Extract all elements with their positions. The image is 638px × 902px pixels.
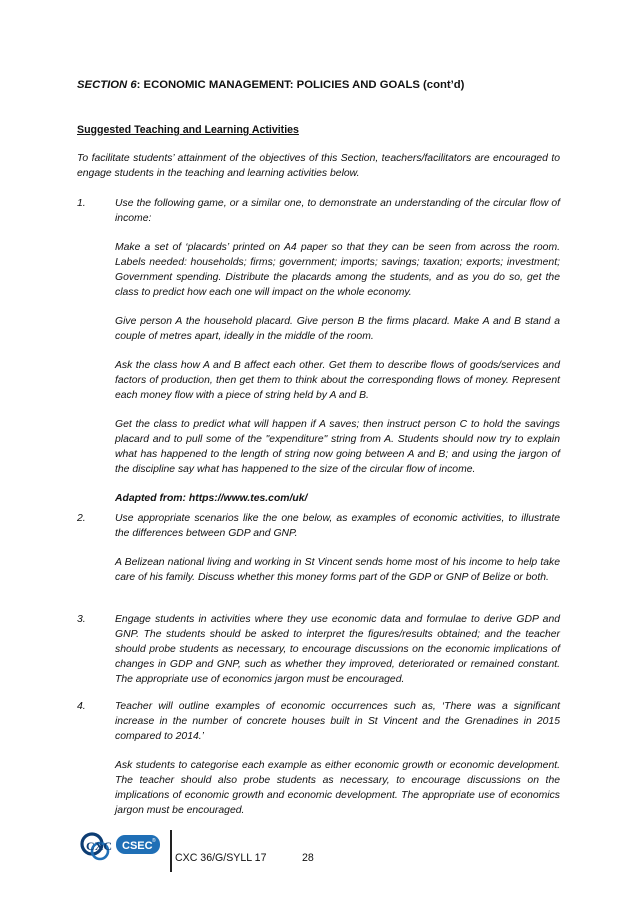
- svg-text:®: ®: [152, 838, 156, 844]
- source-citation: Adapted from: https://www.tes.com/uk/: [115, 493, 308, 504]
- item-paragraph: Ask students to categorise each example as either economic growth or economic development. The teacher should also probe students as necessary, to encourage discussions on the implications of economic growth and economic development. The appropriate use of economics jargon must be encouraged.: [115, 760, 560, 816]
- item-paragraph: Use appropriate scenarios like the one below, as examples of economic activities, to illustrate the differences between GDP and GNP.: [115, 513, 560, 539]
- item-number: 3.: [77, 614, 86, 625]
- page-footer: [80, 826, 340, 872]
- section-heading: [77, 79, 577, 91]
- activity-item-4: [77, 699, 560, 818]
- item-paragraph: Engage students in activities where they use economic data and formulae to derive GDP and GNP. The students should be asked to interpret the figures/results obtained; and the teacher should probe students as necessary, to encourage discussions on the economic implications of changes in GDP and GNP, such as whether they improved, deteriorated or remained constant. The appropriate use of economics jargon must be encouraged.: [115, 614, 560, 685]
- item-number: 4.: [77, 701, 86, 712]
- item-paragraph: Use the following game, or a similar one, to demonstrate an understanding of the circular flow of income:: [115, 198, 560, 224]
- intro-paragraph: To facilitate students’ attainment of the objectives of this Section, teachers/facilitators are encouraged to engage students in the teaching and learning activities below.: [77, 153, 560, 179]
- item-number: 1.: [77, 198, 86, 209]
- item-paragraph: Ask the class how A and B affect each other. Get them to describe flows of goods/services and factors of production, then get them to think about the corresponding flows of money. Represent each money flow with a piece of string held by A and B.: [115, 360, 560, 401]
- item-paragraph: Teacher will outline examples of economic occurrences such as, ‘There was a significant increase in the number of concrete houses built in St Vincent and the Grenadines in 2015 compared to 2014.’: [115, 701, 560, 742]
- item-number: 2.: [77, 513, 86, 524]
- cxc-csec-logo: [80, 826, 166, 866]
- syllabus-code: CXC 36/G/SYLL 17: [175, 852, 267, 864]
- activity-item-1: [77, 196, 560, 506]
- section-title: : ECONOMIC MANAGEMENT: POLICIES AND GOALS (cont’d): [136, 79, 465, 91]
- footer-divider: [170, 830, 172, 872]
- item-paragraph: A Belizean national living and working in St Vincent sends home most of his income to help take care of his family. Discuss whether this money forms part of the GDP or GNP of Belize or both.: [115, 557, 560, 583]
- item-paragraph: Get the class to predict what will happen if A saves; then instruct person C to hold the savings placard and to pull some of the "expenditure" string from A. Students should now try to explain what has happened to the length of string now going between A and B; and using the jargon of the discipline say what has happened to the size of the circular flow of income.: [115, 419, 560, 475]
- svg-text:CXC: CXC: [86, 839, 112, 853]
- item-paragraph: Make a set of ‘placards’ printed on A4 paper so that they can be seen from across the room. Labels needed: households; firms; government; imports; savings; taxation; exports; investment; Government spending. Distribute the placards among the students, and as you do so, get the class to predict how each one will impact on the whole economy.: [115, 242, 560, 298]
- subheading: Suggested Teaching and Learning Activities: [77, 124, 299, 136]
- activity-item-2: [77, 511, 560, 585]
- activity-item-3: [77, 612, 560, 687]
- section-label: SECTION 6: [77, 79, 137, 91]
- page-number: 28: [302, 852, 314, 864]
- item-paragraph: Give person A the household placard. Give person B the firms placard. Make A and B stand a couple of metres apart, ideally in the middle of the room.: [115, 316, 560, 342]
- svg-text:CSEC: CSEC: [122, 840, 153, 852]
